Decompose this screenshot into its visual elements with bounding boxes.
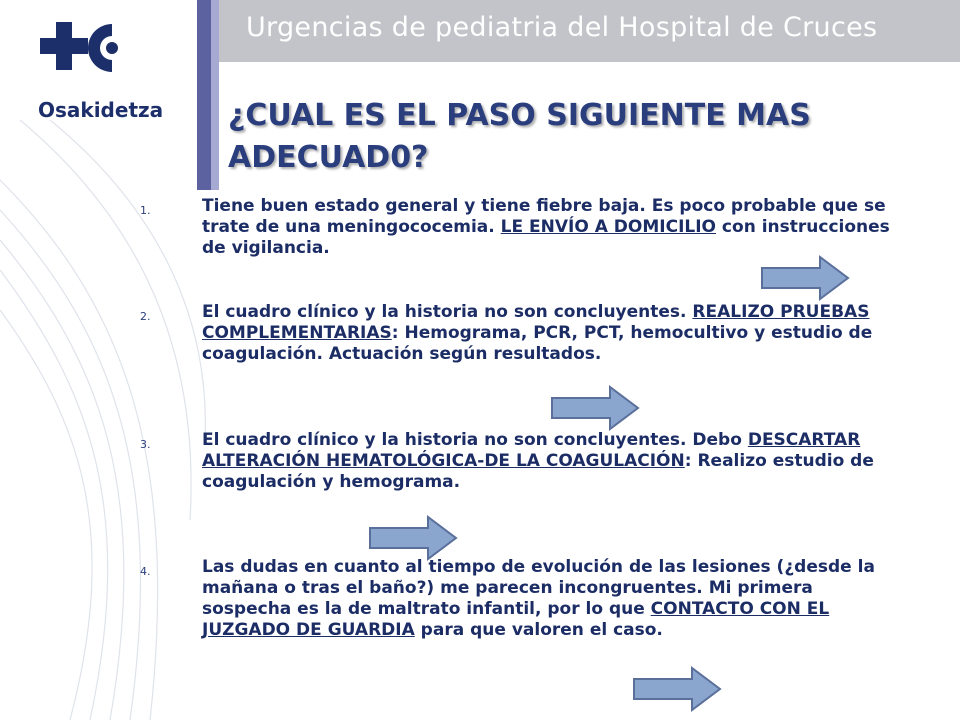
option-text-end: : Hemograma, PCR, PCT, hemocultivo y estudio de coagulación. Actuación según resultados. xyxy=(202,323,873,364)
option-text: El cuadro clínico y la historia no son concluyentes. Debo xyxy=(202,430,748,450)
option-text-end: para que valoren el caso. xyxy=(414,620,663,640)
header-title: Urgencias de pediatria del Hospital de Cruces xyxy=(246,12,878,43)
decorative-curves xyxy=(0,120,210,720)
option-text: Las dudas en cuanto al tiempo de evolución de las lesiones (¿desde la mañana o tras el baño?) me parecen incongruentes. Mi primera sospecha es la de maltrato infantil, por lo que xyxy=(202,557,875,619)
option-1 xyxy=(140,196,902,259)
option-text-end: con instrucciones de vigilancia. xyxy=(202,217,890,258)
option-number: 1. xyxy=(140,204,151,217)
option-4 xyxy=(140,557,902,641)
option-text: El cuadro clínico y la historia no son concluyentes. xyxy=(202,302,693,322)
next-arrow-1-icon[interactable] xyxy=(760,255,850,301)
next-arrow-3-icon[interactable] xyxy=(368,515,458,561)
option-highlight: CONTACTO CON EL JUZGADO DE GUARDIA xyxy=(202,599,830,640)
option-text-end: : Realizo estudio de coagulación y hemograma. xyxy=(202,451,874,492)
slide-title: ¿CUAL ES EL PASO SIGUIENTE MAS ADECUAD0? xyxy=(228,98,811,175)
option-highlight: DESCARTAR ALTERACIÓN HEMATOLÓGICA-DE LA COAGULACIÓN xyxy=(202,430,861,471)
header-accent-bar-light xyxy=(211,0,219,190)
option-number: 4. xyxy=(140,565,151,578)
option-highlight: REALIZO PRUEBAS COMPLEMENTARIAS xyxy=(202,302,870,343)
next-arrow-4-icon[interactable] xyxy=(632,666,722,712)
option-number: 3. xyxy=(140,438,151,451)
option-3 xyxy=(140,430,902,493)
option-highlight: LE ENVÍO A DOMICILIO xyxy=(500,217,717,237)
option-2 xyxy=(140,302,902,365)
option-number: 2. xyxy=(140,310,151,323)
next-arrow-2-icon[interactable] xyxy=(550,385,640,431)
option-text: Tiene buen estado general y tiene fiebre baja. Es poco probable que se trate de una meningococemia. xyxy=(202,196,886,237)
logo-wordmark: Osakidetza xyxy=(38,98,164,122)
